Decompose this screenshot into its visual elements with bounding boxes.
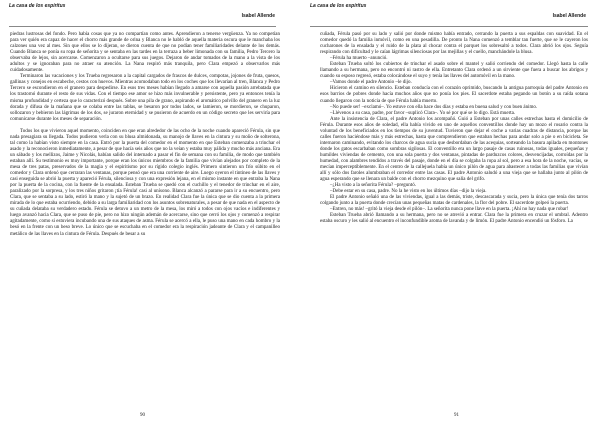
- page-body: [10, 32, 280, 238]
- author-name: Isabel Allende: [552, 13, 586, 19]
- paragraph: Terminaron las vacaciones y los Trueba regresaron a la capital cargados de frascos de dulces, compotas, jojones de fruta, quesos, gallinas y conejos en escabeche, cestos con huevos. Mientras acomodaban todo en los coches que los llevarían al tren, Blanca y Pedro Tercero se escondieron en el granero para despedirse. En esos tres meses habían llegado a amarse con aquella pasión arrebatada que los trastornó durante el resto de sus vidas. Con el tiempo ese amor se hizo más invulnerable y persistente, pero ya entonces tenía la misma profundidad y certeza que lo caracterizó después. Sobre una pila de grano, aspirando el aromático polvillo del granero en la luz dorada y difusa de la mañana que se colaba entre las tablas, se besaron por todos lados, se lamieron, se mordieron, se chuparon, sollozaron y bebieron las lágrimas de los dos, se juraron eternidad y se pusieron de acuerdo en un código secreto que les serviría para comunicarse durante los meses de separación.: [10, 74, 280, 122]
- page-number: 90: [140, 413, 145, 418]
- paragraph: –Entren, no más! –gritó la vieja desde el pilón–. La señorita nunca pone llave en la puerta. ¡Ahí no hay nada que robar!: [330, 207, 569, 213]
- paragraph: –Debe estar en su casa, padre. No la he visto en los últimos días –dijo la vieja.: [330, 189, 487, 195]
- paragraph: Esteban Trueba soltó los cubiertos de trinchar el asado sobre el mantel y salió corriendo del comedor. Llegó hasta la calle llamando a su hermana, pero no encontró ni rastro de ella. Entretanto Clara ordenó a un sirviente que fuera a buscar los abrigos y cuando su esposo regresó, estaba colocándose el suyo y tenía las llaves del automóvil en la mano.: [320, 62, 588, 80]
- paragraph: –No puede ser! –exclamó–. Yo estuve con ella hace dos días y estaba en buena salud y con buen ánimo.: [330, 104, 538, 110]
- header-rule: [310, 26, 588, 27]
- paragraph: El padre Antonio señaló una de las viviendas, igual a las demás, triste, descascarada y sucia, pero la única que tenía dos tarros colgando junto a la puerta donde crecían unas pequeñas matas de cardenales, la flor del pobre. El sacerdote golpeó la puerta.: [320, 195, 588, 207]
- book-title: La casa de los espíritus: [9, 3, 66, 9]
- paragraph: Esteban Trueba abrió llamando a su hermana, pero no se atrevió a entrar. Clara fue la primera en cruzar el umbral. Adentro estaba oscuro y les salió al encuentro el inconfundible aroma de lavanda y de limón. El padre Antonio encendió un fósforo. La: [320, 213, 588, 225]
- running-header: [300, 3, 600, 27]
- paragraph: –Férula ha muerto –anunció.: [330, 56, 388, 62]
- page-number: 91: [454, 413, 459, 418]
- running-header: [0, 3, 300, 27]
- paragraph: –Llévenos a su casa, padre, por favor –suplicó Clara–. Yo sé por qué se lo digo. Está muerta.: [330, 110, 516, 116]
- paragraph: –Vamos donde el padre Antonio –le dijo.: [330, 80, 412, 86]
- page-body: [320, 32, 588, 226]
- paragraph: piedras lustrosas del fondo. Pero había cosas que ya no compartían como antes. Aprendieron a tenerse vergüenza. Ya no competían para ver quién era capaz de hacer el chorro más grande de orina y Blanca no le habló de aquella materia oscura que le manchaba los calzones una vez al mes. Sin que ellos se lo dijeran, se dieron cuenta de que no podían tener familiaridades delante de los demás. Cuando Blanca se ponía su ropa de señorita y se sentaba en las tardes en la terraza a beber limonada con su familia, Pedro Tercero la observaba de lejos, sin acercarse. Comenzaron a ocultarse para sus juegos. Dejaron de andar tomados de la mano a la vista de los adultos y se ignoraban para no atraer su atención. La Nana respiró más tranquila, pero Clara empezó a observarlos más cuidadosamente.: [10, 32, 280, 74]
- paragraph: cuñada, Férula pasó por su lado y salió por donde mismo había entrado, cerrando la puerta a sus espaldas con suavidad. En el comedor quedó la familia inmóvil, como en una pesadilla. De pronto la Nana comenzó a temblar tan fuerte, que se le cayeron los cucharones de la ensalada y el ruido de la plata al chocar contra el parquet los sobresaltó a todos. Clara abrió los ojos. Seguía respirando con dificultad y le caían lágrimas silenciosas por las mejillas y el cuello, manchándole la blusa.: [320, 32, 588, 56]
- paragraph: –¿Ha visto a la señorita Férula? –preguntó.: [330, 183, 416, 189]
- paragraph: Ante la insistencia de Clara, el padre Antonio los acompañó. Guió a Esteban por unas calles estrechas hasta el domicilio de Férula. Durante esos años de soledad, ella había vivido en uno de aquellos conventillos donde hay un mozo el rosario contra la voluntad de los beneficiados en los tiempos de su juventud. Tuvieron que dejar el coche a varias cuadras de distancia, porque las calles fueron haciéndose más y más estrechas, hasta que comprendieron que estaban hechas para andar solo a pie o en bicicleta. Se internaron caminando, evitando los charcos de agua sucia que desbordaban de las acequias, sorteando la basura apilada en montones donde los gatos escarbaban como sombras sigilosas. El conventillo era un largo pasaje de casas ruinosas, todas iguales, pequeñas y humildes viviendas de cemento, con una sola puerta y dos ventanas, pintadas de parduzcos colores, desvencijadas, corroídas por la humedad, con alambres tendidos a través del pasaje, donde en el día se colgaba la ropa al sol, pero a esa hora de la noche, vacías, se mecían imperceptiblemente. En el centro de la callejuela había un único pilón de agua para abastecer a todas las familias que vivían allí y sólo dos faroles alumbraban el corredor entre las casas. El padre Antonio saludó a una vieja que se hallaba junto al pilón de agua esperando que se llenara un balde con el chorro mezquino que salía del grifo.: [320, 116, 588, 183]
- book-title: La casa de los espíritus: [310, 3, 367, 9]
- right-page: [300, 0, 600, 424]
- paragraph: Hicieron el camino en silencio. Esteban conducía con el corazón oprimido, buscando la antigua parroquia del padre Antonio en esos barrios de pobres donde hacía muchos años que no ponía los pies. El sacerdote estaba pegando un botón a su raída sotana cuando llegaron con la noticia de que Férula había muerto.: [320, 86, 588, 104]
- paragraph: Todos los que vivieron aquel momento, coinciden en que eran alrededor de las ocho de la noche cuando apareció Férula, sin que nada presagiara su llegada. Todos pudieron verla con su blusa almidonada, su manojo de llaves en la cintura y su moño de solterona, tal como la habían visto siempre en la casa. Entró por la puerta del comedor en el momento en que Esteban comenzaba a trinchar el asado y la reconocieron inmediatamente, a pesar de que hacía seis años que no la veían y estaba muy pálida y mucho más anciana. Era un sábado y los mellizos, Jaime y Nicolás, habían salido del internado a pasar el fin de semana con su familia, de modo que también estaban allí. Su testimonio es muy importante, porque eran los únicos miembros de la familia que vivían alejados por completo de la mesa de tres patas, preservados de la magia y el espiritismo por su rígido colegio inglés. Primero sintieron un frío súbito en el comedor y Clara ordenó que cerraran las ventanas, porque pensó que era una corriente de aire. Luego oyeron el tintineo de las llaves y casi enseguida se abrió la puerta y apareció Férula, silenciosa y con una expresión lejana, en el mismo instante en que entraba la Nana por la puerta de la cocina, con la fuente de la ensalada. Esteban Trueba se quedó con el cuchillo y el tenedor de trinchar en el aire, paralizado por la sorpresa, y los tres niños gritaron ¡tía Férula! casi al unísono. Blanca alcanzó a pararse para ir a su encuentro, pero Clara, que se sentaba a su lado, estiró la mano y la sujetó de un brazo. En realidad Clara fue la única que se dio cuenta a la primera mirada de lo que estaba ocurriendo, debido a su larga familiaridad con los asuntos sobrenaturales, a pesar de que nada en el aspecto de su cuñada delataba su verdadero estado. Férula se detuvo a un metro de la mesa, los miró a todos con ojos vacíos e indiferentes y luego avanzó hacia Clara, que se puso de pie, pero no hizo ningún ademán de acercarse, sino que cerró los ojos y comenzó a respirar agitadamente, como si estuviera incubando una de sus ataques de asma. Férula se acercó a ella, le puso una mano en cada hombro y la besó en la frente con un beso breve. Lo único que se escuchaba en el comedor era la respiración jadeante de Clara y el campanilleo metálico de las llaves en la cintura de Férula. Después de besar a su: [10, 128, 280, 237]
- author-name: Isabel Allende: [241, 13, 275, 19]
- header-rule: [9, 26, 276, 27]
